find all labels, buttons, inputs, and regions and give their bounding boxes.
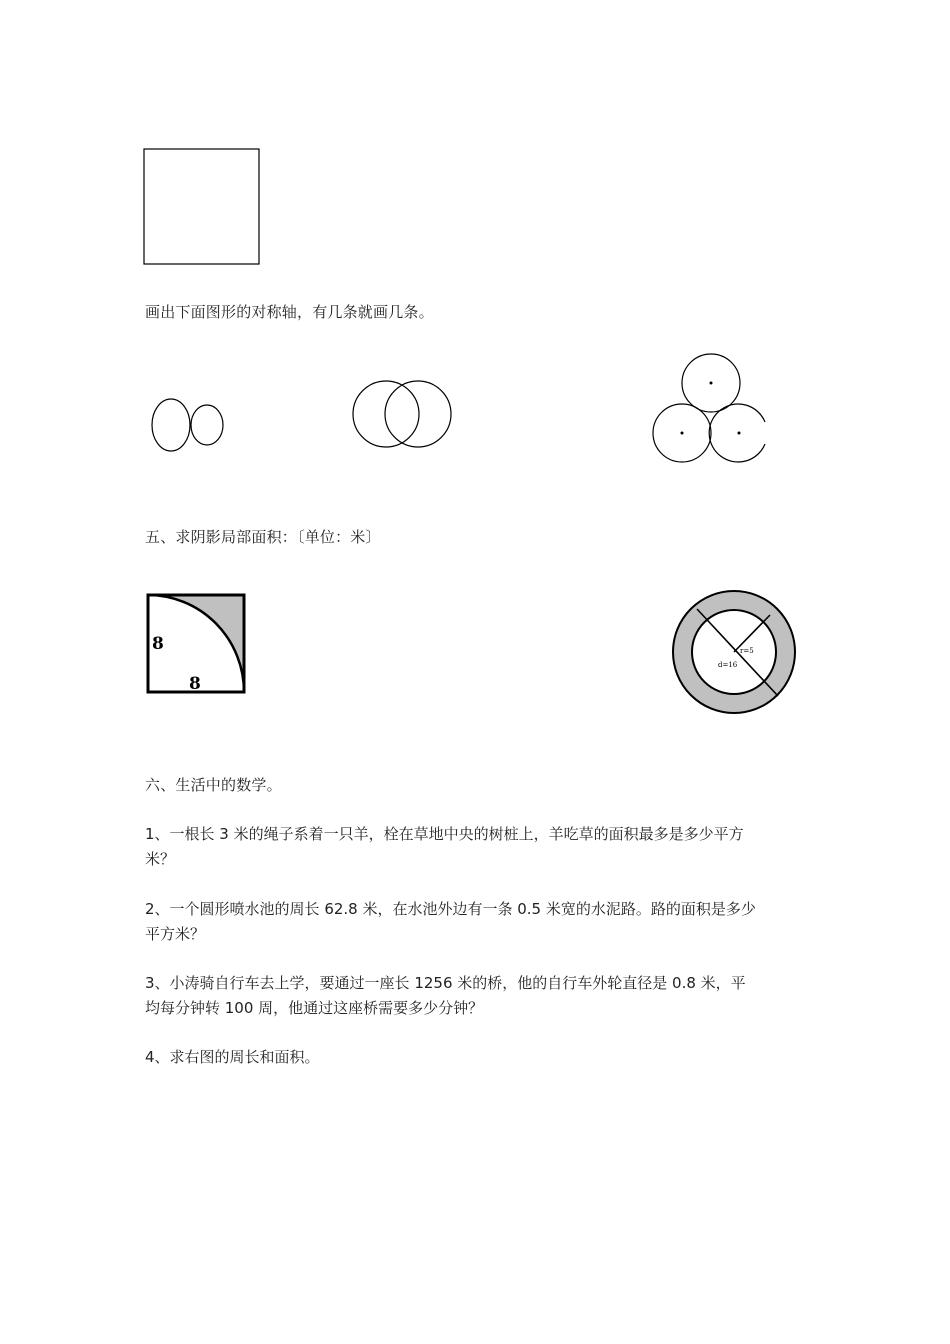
shaded-annulus	[670, 588, 798, 716]
center-dot-top	[710, 382, 713, 385]
symmetry-figure-ellipses	[148, 396, 228, 456]
shaded-square-quarter-circle	[145, 592, 249, 696]
problem-3	[145, 971, 810, 1021]
problem-2-line1: 2、一个圆形喷水池的周长 62.8 米，在水池外边有一条 0.5 米宽的水泥路。路的面积是多少	[145, 900, 756, 918]
problem-2-line2: 平方米？	[145, 925, 206, 943]
side-label-bottom: 8	[189, 674, 201, 694]
problem-1-line1: 1、一根长 3 米的绳子系着一只羊，栓在草地中央的树桩上，羊吃草的面积最多是多少平方	[145, 825, 744, 843]
symmetry-figure-overlapping-circles	[350, 378, 454, 450]
ellipse-small	[191, 405, 223, 445]
problem-3-line1: 3、小涛骑自行车去上学，要通过一座长 1256 米的桥，他的自行车外轮直径是 0.8 米，平	[145, 974, 746, 992]
radius-label: r=5	[740, 647, 754, 655]
problem-4	[145, 1045, 810, 1070]
section5-heading: 五、求阴影局部面积：〔单位：米〕	[145, 528, 381, 546]
problem-2	[145, 897, 810, 947]
square-figure	[143, 148, 261, 266]
circle-right	[385, 381, 451, 447]
section6-heading: 六、生活中的数学。	[145, 776, 282, 794]
circle-left	[353, 381, 419, 447]
problem-1-line2: 米？	[145, 850, 176, 868]
side-label-left: 8	[152, 634, 164, 654]
symmetry-instruction: 画出下面图形的对称轴，有几条就画几条。	[145, 303, 434, 321]
diameter-label: d=16	[718, 661, 738, 669]
ellipse-large	[152, 399, 190, 451]
center-dot-bottom-left	[681, 432, 684, 435]
problem-1	[145, 822, 810, 872]
symmetry-figure-three-circles	[650, 352, 772, 466]
center-dot-bottom-right	[738, 432, 741, 435]
circle-bottom-right	[709, 404, 765, 462]
problem-4-line1: 4、求右图的周长和面积。	[145, 1048, 320, 1066]
problem-3-line2: 均每分钟转 100 周，他通过这座桥需要多少分钟？	[145, 999, 484, 1017]
